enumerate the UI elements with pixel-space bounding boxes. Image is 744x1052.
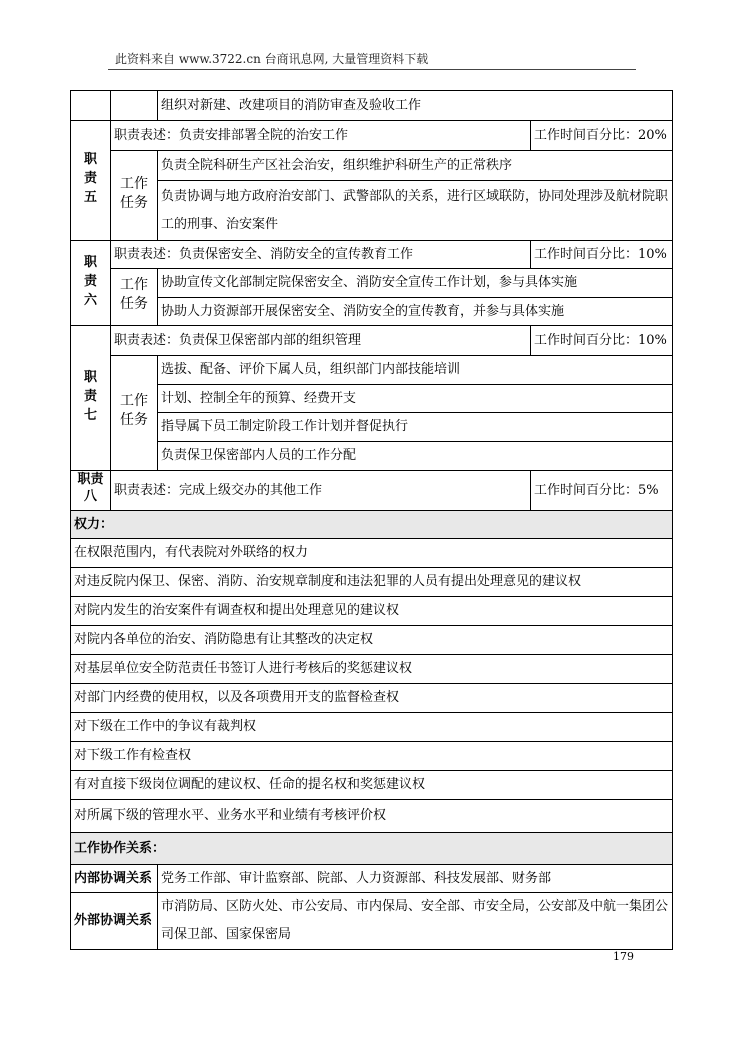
duty-7-tasks-label-cell [111, 356, 158, 471]
tasks-label-cell-empty [111, 91, 158, 121]
power-item: 对院内各单位的治安、消防隐患有让其整改的决定权 [71, 626, 673, 655]
duty-5-tasks-label-cell [111, 151, 158, 241]
duty-6-label: 职责六 [83, 254, 97, 308]
duty-6-task-1: 协助宣传文化部制定院保密安全、消防安全宣传工作计划，参与具体实施 [158, 269, 673, 298]
tasks-label: 工作任务 [120, 175, 148, 211]
collaboration-heading-row [71, 833, 673, 865]
time-share-prefix: 工作时间百分比： [534, 246, 639, 262]
power-row [71, 626, 673, 655]
tasks-label: 工作任务 [120, 277, 148, 312]
power-row [71, 655, 673, 684]
duty-7-task-row [71, 356, 673, 385]
power-item: 对下级工作有检查权 [71, 742, 673, 771]
duty-7-summary-row [71, 326, 673, 356]
duty-6-task-2: 协助人力资源部开展保密安全、消防安全的宣传教育，并参与具体实施 [158, 298, 673, 326]
duty-7-task-2: 计划、控制全年的预算、经费开支 [158, 385, 673, 413]
time-share-prefix: 工作时间百分比： [534, 482, 639, 498]
power-item: 对所属下级的管理水平、业务水平和业绩有考核评价权 [71, 800, 673, 833]
duty-6-summary-row [71, 241, 673, 269]
collaboration-heading: 工作协作关系： [71, 833, 673, 865]
job-description-table [70, 90, 673, 950]
page-header-source-note: 此资料来自 www.3722.cn 台商讯息网, 大量管理资料下载 [108, 50, 636, 70]
duty-5-task-2: 负责协调与地方政府治安部门、武警部队的关系，进行区域联防，协同处理涉及航材院职工的刑事、治安案件 [158, 181, 673, 241]
external-collaboration-row [71, 893, 673, 950]
duty-8-description-cell [111, 471, 531, 511]
duty-7-task-row [71, 413, 673, 442]
duty-8-label: 职责八 [77, 472, 104, 504]
power-item: 对下级在工作中的争议有裁判权 [71, 713, 673, 742]
duty-label-cell-empty [71, 91, 111, 121]
duty-8-summary-row [71, 471, 673, 511]
power-row [71, 742, 673, 771]
description-prefix: 职责表述： [114, 332, 180, 348]
duty-5-label-cell [71, 121, 111, 241]
power-item: 在权限范围内，有代表院对外联络的权力 [71, 539, 673, 568]
tasks-label: 工作任务 [120, 393, 148, 428]
external-collaboration-label: 外部协调关系 [71, 893, 158, 950]
power-item: 有对直接下级岗位调配的建议权、任命的提名权和奖惩建议权 [71, 771, 673, 800]
power-item: 对院内发生的治安案件有调查权和提出处理意见的建议权 [71, 597, 673, 626]
duty-5-task-row [71, 181, 673, 241]
duty-7-task-row [71, 385, 673, 413]
power-row [71, 800, 673, 833]
duty-6-task-row [71, 298, 673, 326]
description-prefix: 职责表述： [114, 482, 180, 498]
power-row [71, 597, 673, 626]
power-item: 对基层单位安全防范责任书签订人进行考核后的奖惩建议权 [71, 655, 673, 684]
duty-7-description: 负责保卫保密部内部的组织管理 [179, 332, 362, 348]
duty-6-tasks-label-cell [111, 269, 158, 326]
external-collaboration-value: 市消防局、区防火处、市公安局、市内保局、安全部、市安全局，公安部及中航一集团公司保卫部、国家保密局 [158, 893, 673, 950]
internal-collaboration-value: 党务工作部、审计监察部、院部、人力资源部、科技发展部、财务部 [158, 865, 673, 893]
duty-7-task-3: 指导属下员工制定阶段工作计划并督促执行 [158, 413, 673, 442]
duty-6-description-cell [111, 241, 531, 269]
internal-collaboration-label: 内部协调关系 [71, 865, 158, 893]
duty-7-label-cell [71, 326, 111, 471]
duty-7-time-percent: 10% [638, 332, 667, 348]
duty-5-summary-row [71, 121, 673, 151]
duty-7-description-cell [111, 326, 531, 356]
carryover-task-row [71, 91, 673, 121]
duty-5-description-cell [111, 121, 531, 151]
duty-6-task-row [71, 269, 673, 298]
duty-6-time-percent: 10% [638, 246, 667, 262]
duty-5-description: 负责安排部署全院的治安工作 [179, 127, 349, 143]
duty-7-task-row [71, 442, 673, 471]
duty-6-label-cell [71, 241, 111, 326]
duty-6-time-share-cell [531, 241, 673, 269]
time-share-prefix: 工作时间百分比： [534, 127, 639, 143]
power-item: 对违反院内保卫、保密、消防、治安规章制度和违法犯罪的人员有提出处理意见的建议权 [71, 568, 673, 597]
duty-7-label: 职责七 [83, 369, 97, 423]
duty-5-time-percent: 20% [638, 127, 667, 143]
duty-7-time-share-cell [531, 326, 673, 356]
duty-8-time-percent: 5% [638, 482, 659, 498]
description-prefix: 职责表述： [114, 127, 180, 143]
duty-5-task-row [71, 151, 673, 181]
internal-collaboration-row [71, 865, 673, 893]
power-row [71, 713, 673, 742]
power-row [71, 771, 673, 800]
powers-heading: 权力： [71, 511, 673, 539]
duty-5-label: 职责五 [83, 152, 97, 205]
time-share-prefix: 工作时间百分比： [534, 332, 639, 348]
power-row [71, 684, 673, 713]
duty-7-task-1: 选拔、配备、评价下属人员，组织部门内部技能培训 [158, 356, 673, 385]
duty-8-label-cell [71, 471, 111, 511]
duty-5-time-share-cell [531, 121, 673, 151]
duty-7-task-4: 负责保卫保密部内人员的工作分配 [158, 442, 673, 471]
duty-6-description: 负责保密安全、消防安全的宣传教育工作 [179, 246, 414, 262]
power-item: 对部门内经费的使用权，以及各项费用开支的监督检查权 [71, 684, 673, 713]
power-row [71, 568, 673, 597]
power-row [71, 539, 673, 568]
page-number: 179 [613, 950, 634, 963]
powers-heading-row [71, 511, 673, 539]
duty-8-time-share-cell [531, 471, 673, 511]
carryover-task: 组织对新建、改建项目的消防审查及验收工作 [158, 91, 673, 121]
duty-8-description: 完成上级交办的其他工作 [179, 482, 323, 498]
description-prefix: 职责表述： [114, 246, 180, 262]
duty-5-task-1: 负责全院科研生产区社会治安，组织维护科研生产的正常秩序 [158, 151, 673, 181]
